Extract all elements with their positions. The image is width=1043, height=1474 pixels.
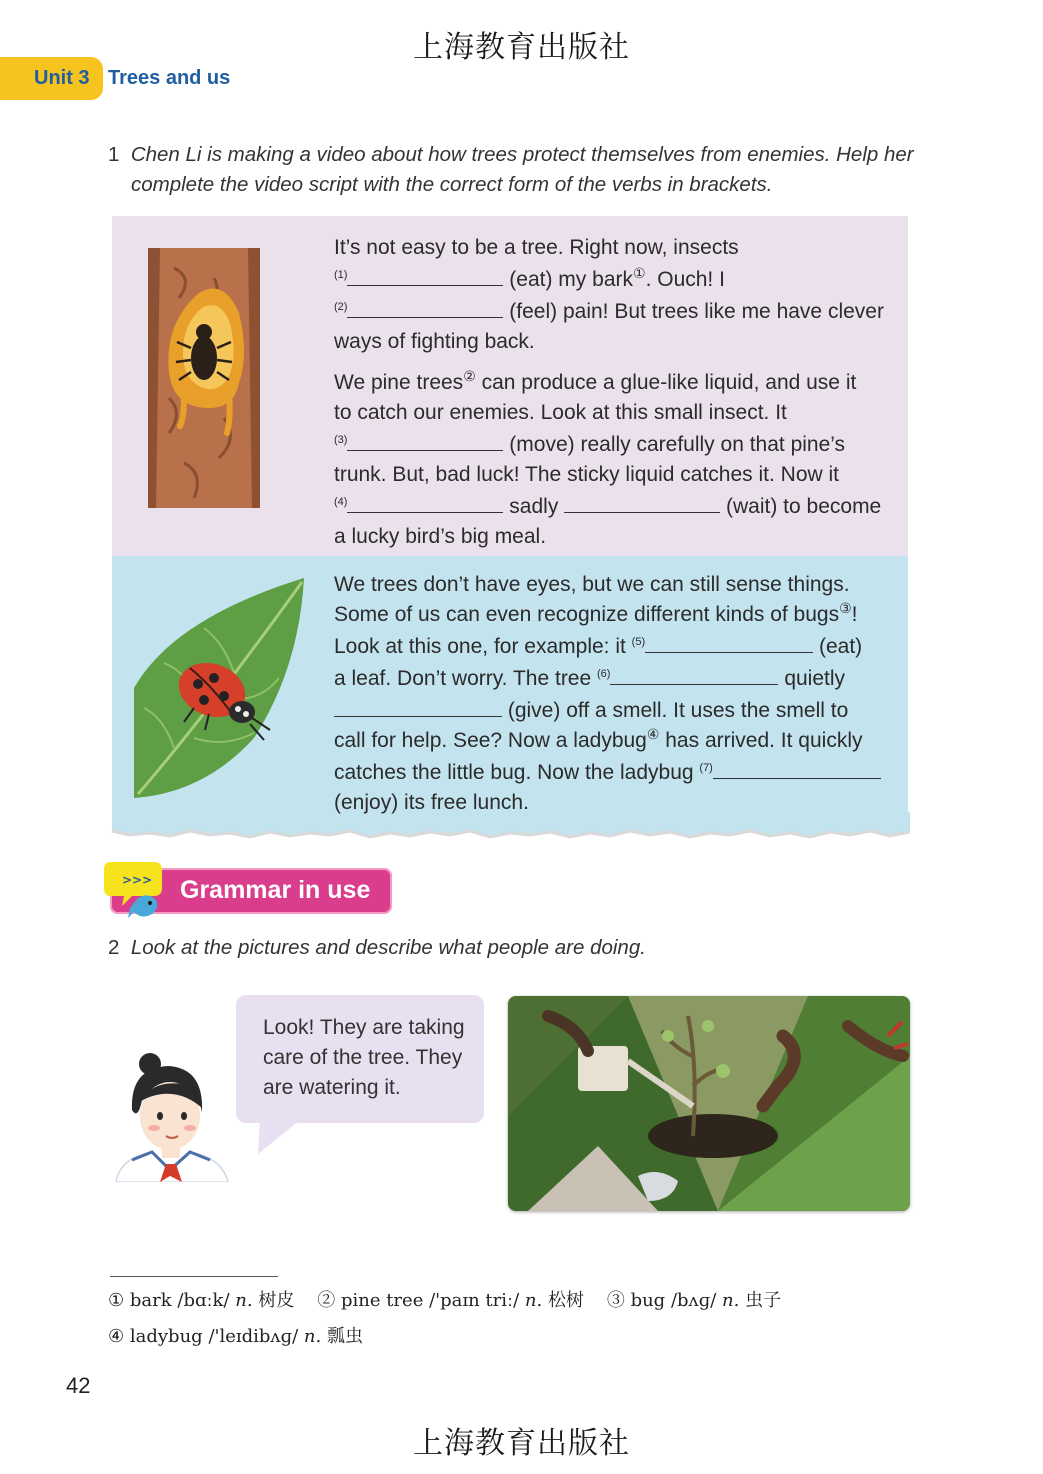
footnote-word: bug — [630, 1290, 666, 1311]
script2-line: catches the little bug. Now the ladybug — [334, 761, 694, 784]
video-script-part-1 — [334, 233, 904, 552]
footnote-ipa: /'paɪn triː/ — [429, 1290, 520, 1311]
footnote-pos: n. — [303, 1326, 322, 1347]
script1-line: It’s not easy to be a tree. Right now, insects — [334, 236, 739, 259]
footnotes-row-2 — [108, 1322, 363, 1348]
svg-text:>>>: >>> — [122, 873, 153, 887]
script2-line: call for help. See? Now a ladybug — [334, 729, 647, 752]
script1-line: a lucky bird’s big meal. — [334, 525, 547, 548]
script1-line: (eat) my bark — [509, 268, 633, 291]
footnote-mark: ② — [463, 368, 476, 384]
footnotes-row-1 — [108, 1286, 781, 1312]
script2-line: (eat) — [818, 635, 863, 658]
footnote-mark: ④ — [646, 726, 660, 742]
footnote-ipa: /bɑːk/ — [177, 1290, 230, 1311]
blank-number: (3) — [334, 434, 348, 446]
footnote-mark: ① — [108, 1290, 125, 1311]
answer-blank-4a[interactable] — [347, 490, 503, 513]
script2-line: Look at this one, for example: it — [334, 635, 626, 658]
footnote-divider — [110, 1276, 278, 1277]
footnote-word: pine tree — [340, 1290, 424, 1311]
instruction-line-1: Chen Li is making a video about how trees protect themselves from enemies. Help her — [130, 143, 914, 166]
footnote-word: bark — [129, 1290, 172, 1311]
exercise-number: 1 — [108, 143, 120, 166]
leaf-ladybug-illustration — [134, 578, 306, 798]
exercise-2-text: Look at the pictures and describe what people are doing. — [130, 936, 646, 959]
script2-line: ! — [851, 603, 858, 626]
exercise-number: 2 — [108, 936, 120, 959]
girl-avatar — [112, 1050, 232, 1182]
unit-tab — [0, 57, 103, 100]
footnote-mark: ③ — [839, 600, 852, 616]
script1-line: trunk. But, bad luck! The sticky liquid catches it. Now it — [334, 463, 839, 486]
answer-blank-7[interactable] — [713, 756, 881, 779]
footnote-pos: n. — [722, 1290, 740, 1311]
page-number: 42 — [66, 1373, 91, 1398]
script2-line: (enjoy) its free lunch. — [334, 791, 529, 814]
publisher-footer: 上海教育出版社 — [413, 1426, 630, 1461]
footnote-mark: ① — [633, 265, 646, 281]
script1-line: to catch our enemies. Look at this small insect. It — [334, 401, 787, 424]
blank-number: (1) — [334, 269, 348, 281]
blank-number: (7) — [699, 762, 713, 774]
script2-line: Some of us can even recognize different kinds of bugs — [334, 603, 840, 626]
footnote-ipa: /'leɪdibʌɡ/ — [208, 1326, 299, 1347]
script2-line: We trees don’t have eyes, but we can still sense things. — [334, 573, 850, 596]
tree-planting-photo — [508, 996, 910, 1211]
blank-number: (2) — [334, 301, 348, 313]
speech-bubble-tail — [256, 1120, 306, 1156]
footnote-ipa: /bʌɡ/ — [670, 1290, 717, 1311]
footnote-zh: 松树 — [547, 1290, 584, 1311]
answer-blank-6a[interactable] — [610, 662, 778, 685]
answer-blank-4b[interactable] — [564, 490, 720, 513]
answer-blank-1[interactable] — [347, 263, 503, 286]
footnote-zh: 瓢虫 — [326, 1326, 363, 1347]
answer-blank-2[interactable] — [347, 295, 503, 318]
script1-line: (wait) to become — [726, 495, 882, 518]
answer-blank-3[interactable] — [347, 428, 503, 451]
footnote-pos: n. — [524, 1290, 543, 1311]
script2-line: quietly — [784, 667, 846, 690]
tree-bark-beetle-illustration — [144, 248, 264, 508]
footnote-zh: 虫子 — [745, 1290, 782, 1311]
speech-line: care of the tree. They — [263, 1046, 463, 1069]
script2-line: has arrived. It quickly — [659, 729, 863, 752]
blank-number: (4) — [334, 496, 348, 508]
footnote-pos: n. — [235, 1290, 253, 1311]
footnote-mark: ④ — [108, 1326, 125, 1347]
footnote-zh: 树皮 — [258, 1290, 295, 1311]
script1-line: sadly — [509, 495, 559, 518]
exercise-1-instructions — [108, 140, 928, 200]
script1-line: . Ouch! I — [645, 268, 725, 291]
video-script-part-2 — [334, 570, 904, 818]
unit-label: Unit 3 — [34, 67, 90, 89]
script2-line: a leaf. Don’t worry. The tree — [334, 667, 592, 690]
speech-bubble-bird-icon — [104, 858, 168, 920]
answer-blank-5[interactable] — [645, 630, 813, 653]
blank-number: (6) — [597, 668, 611, 680]
answer-blank-6b[interactable] — [334, 694, 502, 717]
speech-bubble-text — [263, 1013, 465, 1103]
unit-title: Trees and us — [108, 67, 231, 89]
instruction-line-2: complete the video script with the correct form of the verbs in brackets. — [131, 173, 773, 196]
publisher-header: 上海教育出版社 — [413, 30, 630, 65]
script1-line: (feel) pain! But trees like me have clever — [509, 300, 884, 323]
script1-line: We pine trees — [334, 371, 464, 394]
speech-line: are watering it. — [263, 1076, 401, 1099]
footnote-mark: ② — [317, 1290, 336, 1311]
blank-number: (5) — [631, 636, 646, 648]
footnote-word: ladybug — [129, 1326, 203, 1347]
speech-line: Look! They are taking — [263, 1016, 465, 1039]
script1-line: (move) really carefully on that pine’s — [509, 433, 846, 456]
script1-line: can produce a glue-like liquid, and use it — [475, 371, 857, 394]
script1-line: ways of fighting back. — [334, 330, 535, 353]
grammar-title: Grammar in use — [180, 876, 371, 904]
exercise-2-instructions — [108, 933, 928, 963]
footnote-mark: ③ — [606, 1290, 625, 1311]
script2-line: (give) off a smell. It uses the smell to — [507, 699, 849, 722]
